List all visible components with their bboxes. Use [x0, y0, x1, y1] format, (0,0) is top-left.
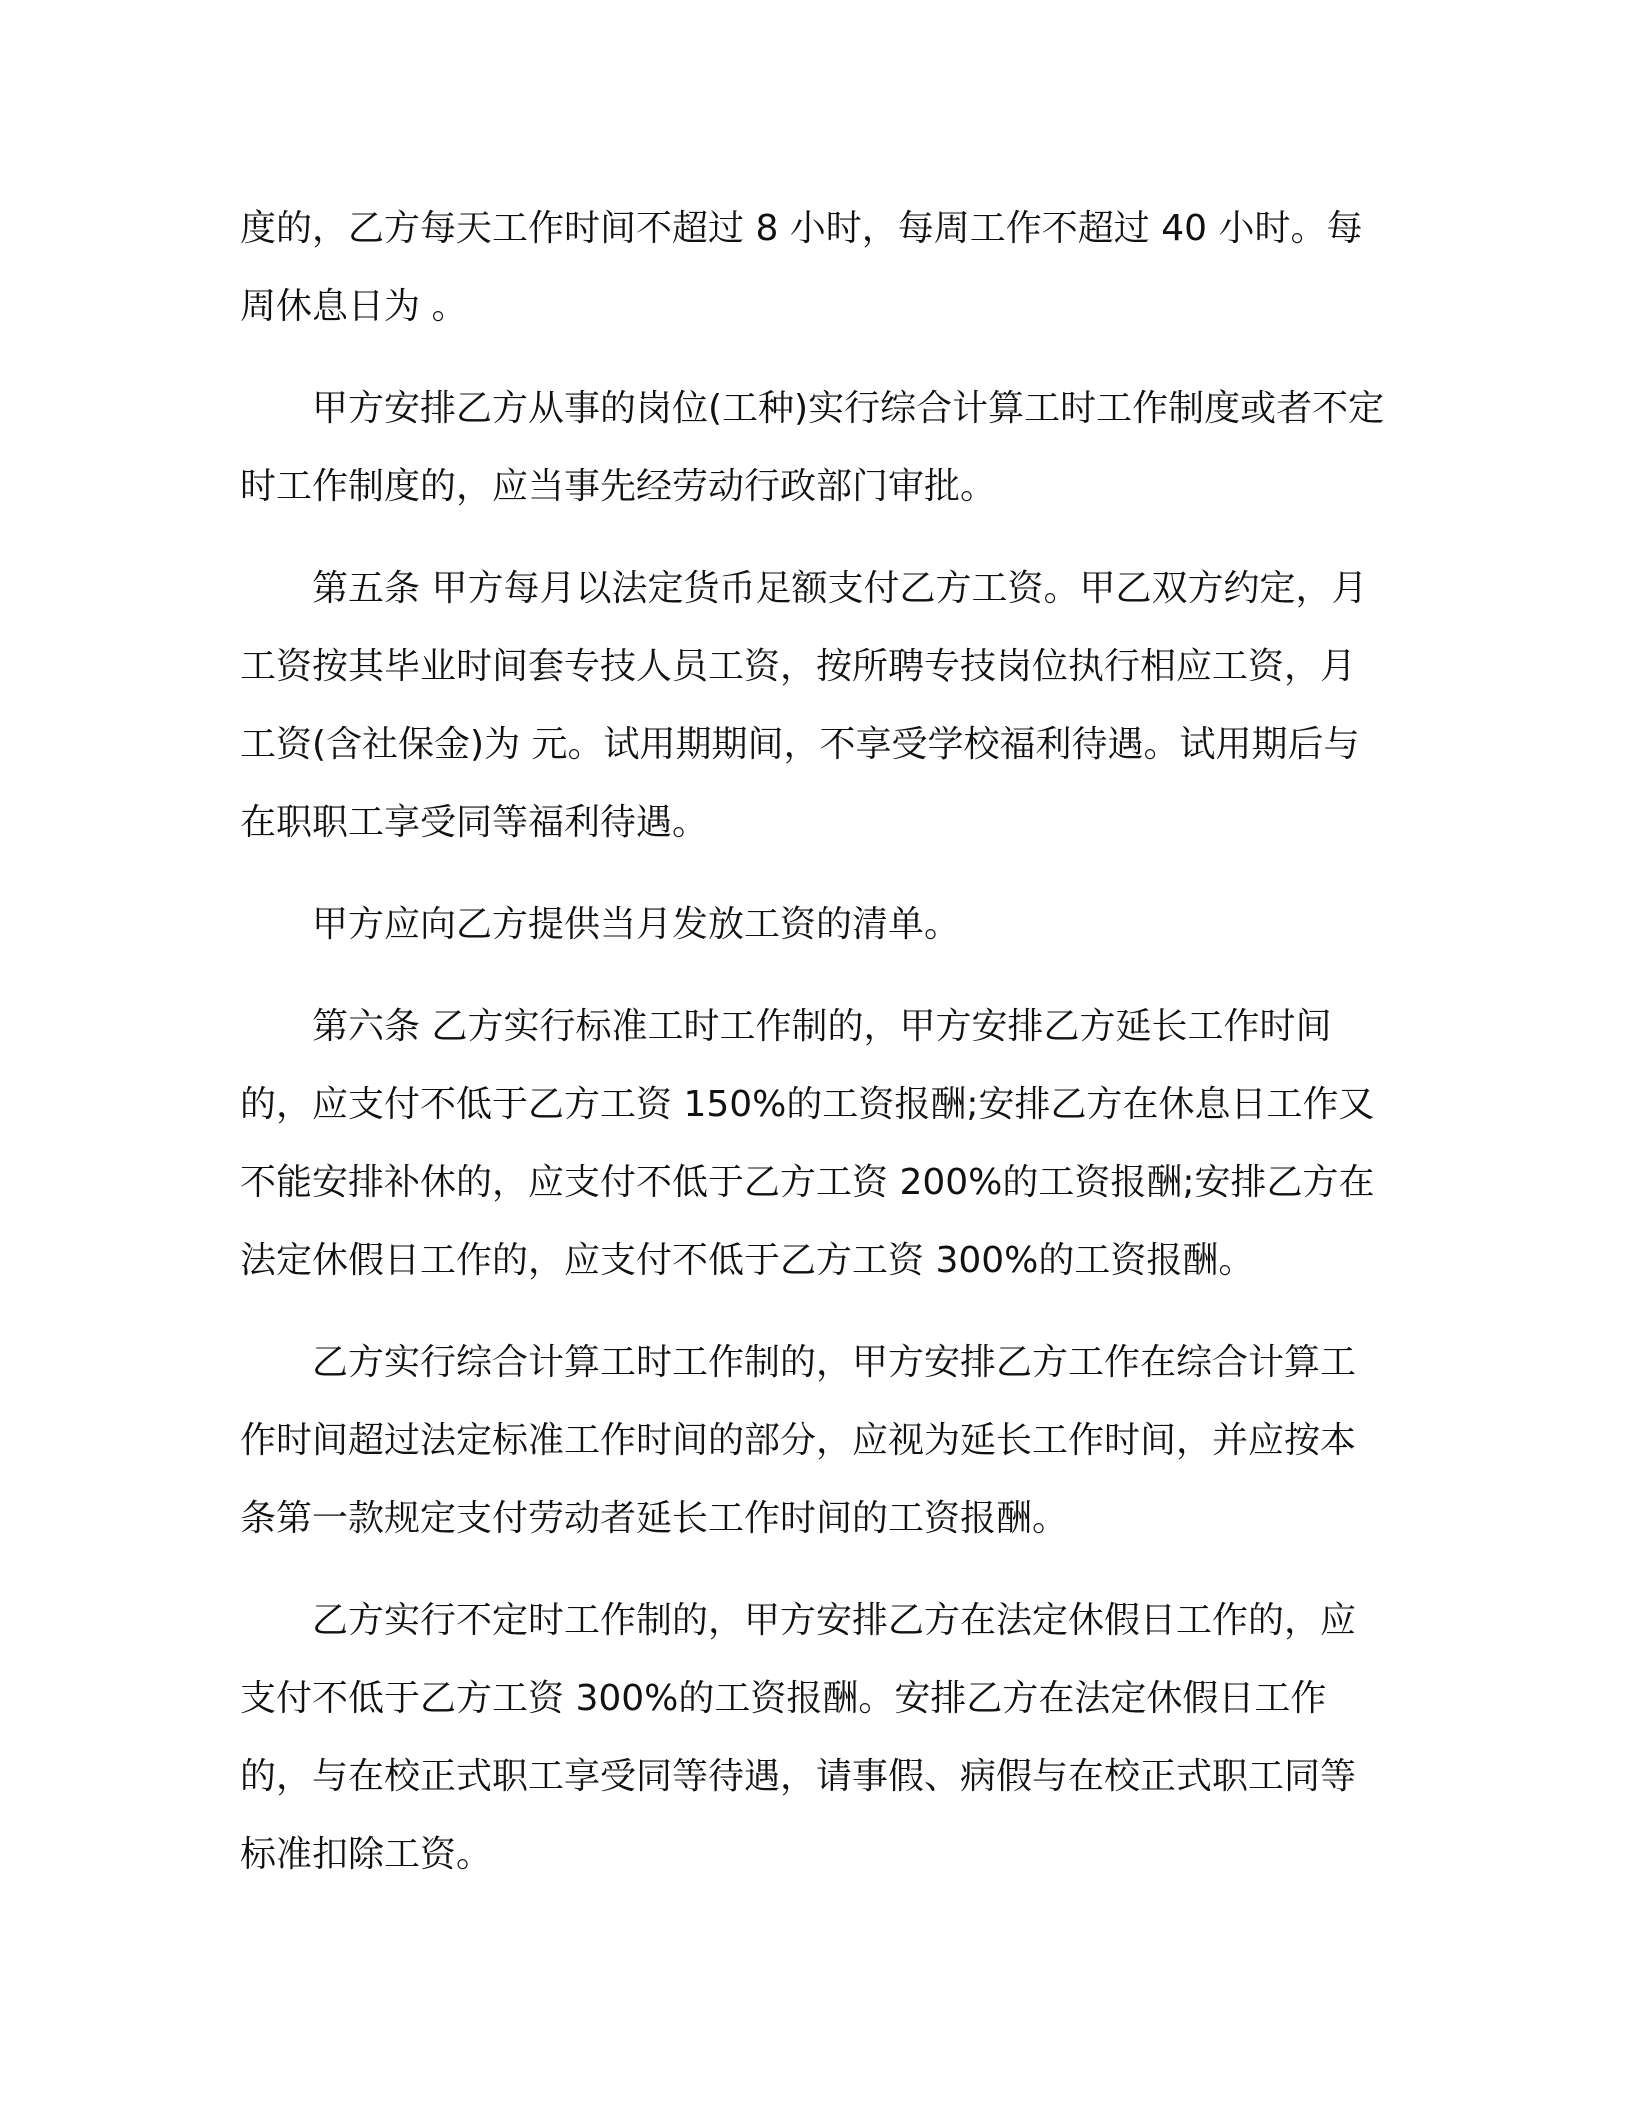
paragraph-continuation: 度的，乙方每天工作时间不超过 8 小时，每周工作不超过 40 小时。每周休息日为 。 — [240, 208, 1363, 327]
paragraph-article-5: 第五条 甲方每月以法定货币足额支付乙方工资。甲乙双方约定，月工资按其毕业时间套专技人员工资，按所聘专技岗位执行相应工资，月工资(含社保金)为 元。试用期期间，不享受学校福利待遇。试用期后与在职职工享受同等福利待遇。 — [240, 568, 1368, 843]
paragraph-article-6: 第六条 乙方实行标准工时工作制的，甲方安排乙方延长工作时间的，应支付不低于乙方工资 150%的工资报酬;安排乙方在休息日工作又不能安排补休的，应支付不低于乙方工资 200%的工资报酬;安排乙方在法定休假日工作的，应支付不低于乙方工资 300%的工资报酬。 — [240, 1006, 1375, 1281]
paragraph-comprehensive-hours: 乙方实行综合计算工时工作制的，甲方安排乙方工作在综合计算工作时间超过法定标准工作时间的部分，应视为延长工作时间，并应按本条第一款规定支付劳动者延长工作时间的工资报酬。 — [240, 1342, 1357, 1539]
paragraph-approval: 甲方安排乙方从事的岗位(工种)实行综合计算工时工作制度或者不定时工作制度的，应当事先经劳动行政部门审批。 — [240, 388, 1385, 507]
document-body — [240, 190, 1390, 1894]
paragraph-flexible-hours: 乙方实行不定时工作制的，甲方安排乙方在法定休假日工作的，应支付不低于乙方工资 300%的工资报酬。安排乙方在法定休假日工作的，与在校正式职工享受同等待遇，请事假、病假与在校正式职工同等标准扣除工资。 — [240, 1600, 1357, 1875]
paragraph-salary-slip: 甲方应向乙方提供当月发放工资的清单。 — [312, 904, 961, 945]
